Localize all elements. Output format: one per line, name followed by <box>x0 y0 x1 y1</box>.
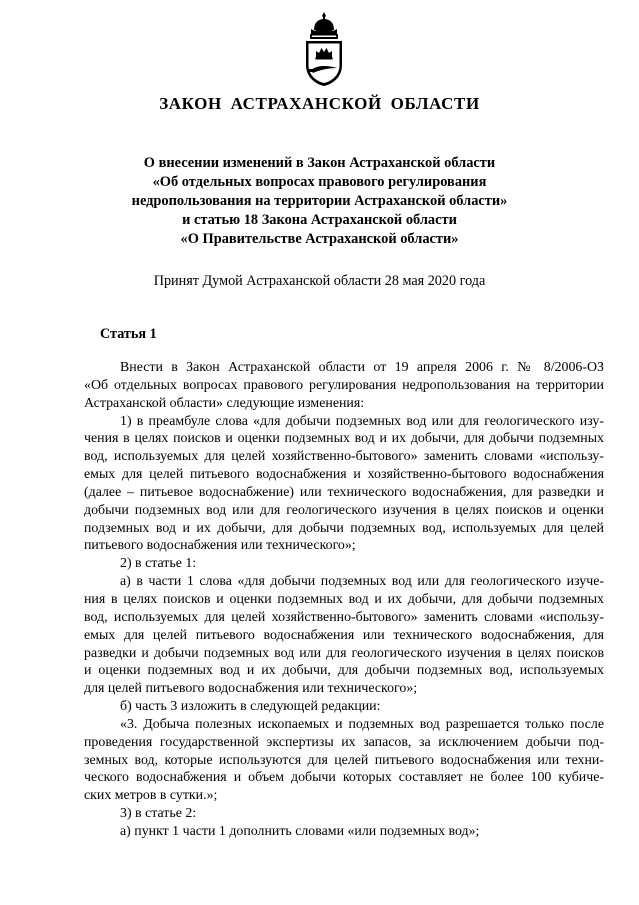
text-line: подземных вод и их добычи, для добычи подземных вод, используемых для целей <box>84 520 604 536</box>
text-line: чения в целях поисков и оценки подземных вод и их добычи, для добычи подземных <box>84 431 604 447</box>
text-line: Внести в Закон Астраханской области от 19 апреля 2006 г. № 8/2006-ОЗ <box>120 360 604 375</box>
text-line: добычи подземных вод или для геологического изучения в целях поисков и оценки <box>84 502 604 518</box>
text-line: проведения государственной экспертизы их запасов, за исключением добычи под- <box>84 734 604 750</box>
text-line: вод, используемых для целей хозяйственно-бытового» заменить словами «использу- <box>84 609 604 625</box>
adoption-date: Принят Думой Астраханской области 28 мая 2020 года <box>153 273 486 289</box>
text-line: емых для целей питьевого водоснабжения и хозяйственно-бытового водоснабжения <box>84 467 604 483</box>
subtitle-line: О внесении изменений в Закон Астраханской области <box>143 155 496 171</box>
subtitle-line: «О Правительстве Астраханской области» <box>180 231 459 247</box>
astrakhan-coat-of-arms-icon <box>299 10 349 88</box>
text-line: ческого водоснабжения и объем добычи которых составляет не более 100 кубиче- <box>84 770 604 786</box>
text-line: питьевого водоснабжения или технического»; <box>84 538 356 554</box>
subtitle-line: недропользования на территории Астраханской области» <box>131 193 508 209</box>
text-line: ских метров в сутки.»; <box>84 788 218 804</box>
text-line: а) пункт 1 части 1 дополнить словами «или подземных вод»; <box>120 823 480 839</box>
text-line: земных вод, которые используются для целей питьевого водоснабжения или техни- <box>84 752 604 768</box>
article-heading: Статья 1 <box>100 326 157 342</box>
text-line: вод, используемых для целей хозяйственно-бытового» заменить словами «использу- <box>84 449 604 465</box>
article-body <box>84 359 604 841</box>
text-line: 2) в статье 1: <box>120 556 197 572</box>
law-subtitle <box>0 154 639 249</box>
text-line: «3. Добыча полезных ископаемых и подземных вод разрешается только после <box>120 716 604 732</box>
text-line: «Об отдельных вопросах правового регулирования недропользования на территории <box>84 377 604 393</box>
text-line: разведки и добычи подземных вод или для геологического изучения в целях поисков <box>84 645 604 661</box>
text-line: емых для целей питьевого водоснабжения или технического водоснабжения, для <box>84 627 604 643</box>
text-line: Астраханской области» следующие изменения: <box>84 395 365 411</box>
subtitle-line: и статью 18 Закона Астраханской области <box>182 212 457 228</box>
text-line: а) в части 1 слова «для добычи подземных вод или для геологического изуче- <box>120 574 604 590</box>
text-line: б) часть 3 изложить в следующей редакции: <box>120 699 381 715</box>
text-line: 1) в преамбуле слова «для добычи подземных вод или для геологического изу- <box>120 413 604 429</box>
law-title: ЗАКОН АСТРАХАНСКОЙ ОБЛАСТИ <box>159 94 480 113</box>
text-line: для целей питьевого водоснабжения или технического»; <box>84 681 418 697</box>
text-line: и оценки подземных вод и их добычи, для добычи подземных вод, используемых <box>84 663 604 679</box>
subtitle-line: «Об отдельных вопросах правового регулирования <box>152 174 487 190</box>
text-line: ния в целях поисков и оценки подземных вод и их добычи, для добычи подземных <box>84 591 604 607</box>
text-line: (далее – питьевое водоснабжение) или технического водоснабжения, для разведки и <box>84 484 604 500</box>
text-line: 3) в статье 2: <box>120 806 197 822</box>
